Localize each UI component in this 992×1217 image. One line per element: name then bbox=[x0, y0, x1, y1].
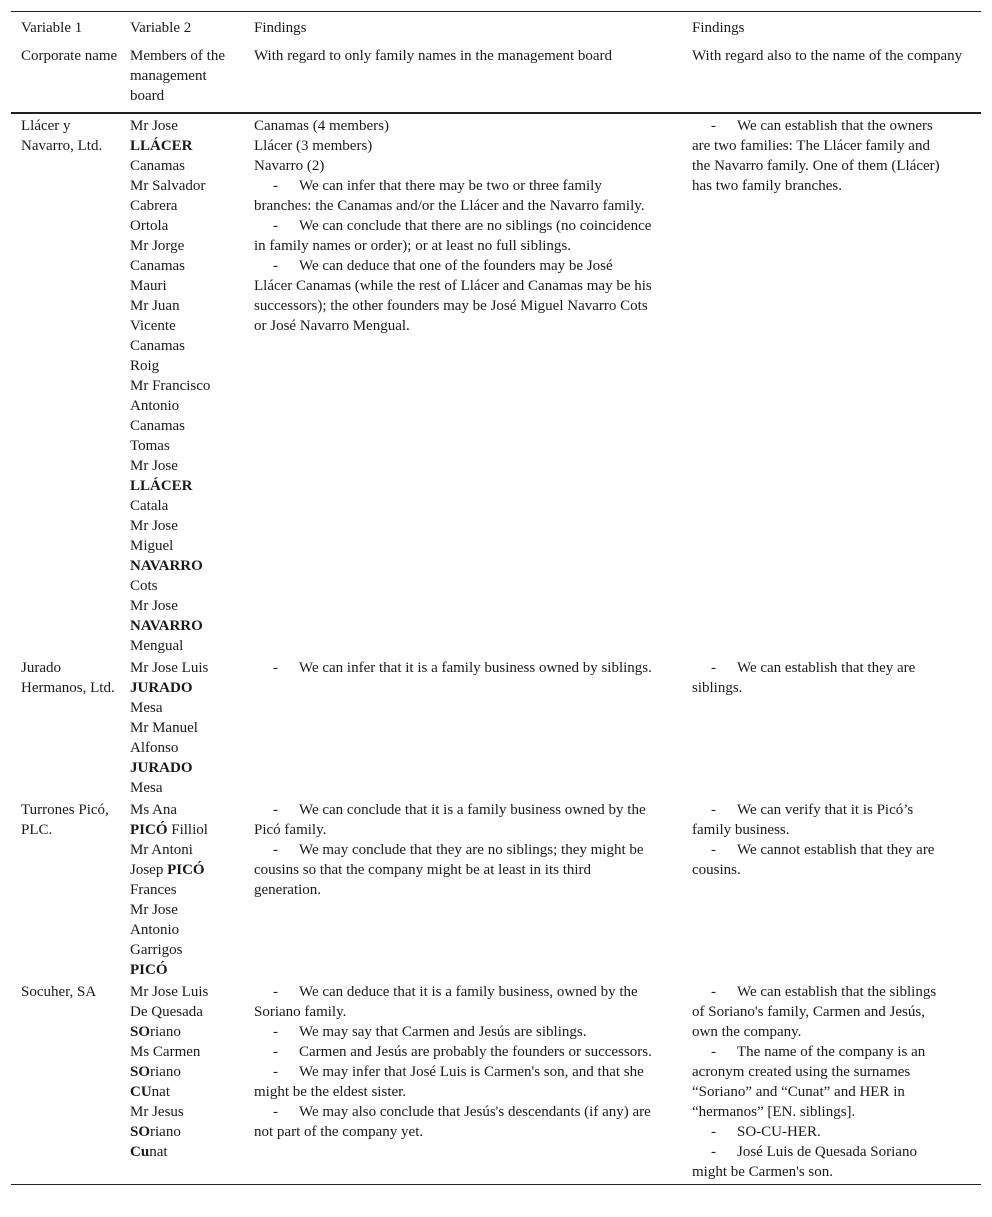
name-text: Mr Francisco bbox=[130, 378, 211, 394]
bullet-text: We may also conclude that Jesús's descendants (if any) are not part of the company yet. bbox=[254, 1104, 651, 1140]
member-line bbox=[130, 376, 232, 396]
header-findings-1: Findings bbox=[244, 12, 682, 43]
bullet-text: The name of the company is an acronym created using the surnames “Soriano” and “Cunat” and HER in “hermanos” [EN. siblings]. bbox=[692, 1044, 926, 1120]
name-text: Mr Jesus bbox=[130, 1104, 184, 1120]
name-text: Vicente bbox=[130, 318, 176, 334]
member-line bbox=[130, 1062, 232, 1082]
member-line bbox=[130, 1002, 232, 1022]
member-line bbox=[130, 536, 232, 576]
finding-line: Navarro (2) bbox=[254, 158, 325, 174]
member-line bbox=[130, 636, 232, 656]
bullet-dash: - bbox=[273, 802, 278, 818]
name-text: Ortola bbox=[130, 218, 169, 234]
bullet-text: We can conclude that it is a family business owned by the Picó family. bbox=[254, 802, 646, 838]
member-line bbox=[130, 1142, 232, 1162]
header-row-1 bbox=[11, 12, 981, 43]
header-company-name: With regard also to the name of the company bbox=[682, 42, 981, 113]
header-findings-2: Findings bbox=[682, 12, 981, 43]
table-row bbox=[11, 980, 981, 1185]
name-text: Mr Jorge bbox=[130, 238, 185, 254]
member-line bbox=[130, 900, 232, 920]
member-line bbox=[130, 256, 232, 276]
bullet-dash: - bbox=[711, 1144, 716, 1160]
name-text: nat bbox=[151, 1084, 170, 1100]
company-findings-cell bbox=[682, 656, 981, 798]
bullet-text: SO-CU-HER. bbox=[737, 1124, 821, 1140]
name-text: Mr Jose bbox=[130, 458, 178, 474]
member-line bbox=[130, 820, 232, 840]
surname-highlight: SO bbox=[130, 1064, 151, 1080]
name-text: Mr Manuel bbox=[130, 720, 198, 736]
surname-highlight: SO bbox=[130, 1024, 151, 1040]
bullet-text: We cannot establish that they are cousins. bbox=[692, 842, 935, 878]
bullet-text: We may infer that José Luis is Carmen's son, and that she might be the eldest sister. bbox=[254, 1064, 644, 1100]
member-line bbox=[130, 196, 232, 216]
finding-bullet bbox=[692, 658, 951, 698]
finding-bullet bbox=[692, 800, 951, 840]
finding-bullet bbox=[254, 658, 652, 678]
bullet-dash: - bbox=[711, 842, 716, 858]
bullet-dash: - bbox=[273, 1064, 278, 1080]
member-line bbox=[130, 176, 232, 196]
name-text: Canamas bbox=[130, 258, 185, 274]
member-line bbox=[130, 496, 232, 516]
table-body bbox=[11, 113, 981, 1185]
bullet-dash: - bbox=[711, 660, 716, 676]
name-text: Canamas bbox=[130, 418, 185, 434]
member-line bbox=[130, 316, 232, 336]
finding-bullet bbox=[254, 1022, 652, 1042]
surname-highlight: JURADO bbox=[130, 680, 193, 696]
bullet-text: We may say that Carmen and Jesús are siblings. bbox=[299, 1024, 587, 1040]
name-text: Canamas bbox=[130, 338, 185, 354]
name-text: De Quesada bbox=[130, 1004, 203, 1020]
finding-bullet bbox=[254, 800, 652, 840]
member-line bbox=[130, 116, 232, 156]
name-text: Tomas bbox=[130, 438, 170, 454]
member-line bbox=[130, 1102, 232, 1122]
board-members-cell bbox=[120, 980, 244, 1185]
table-row bbox=[11, 656, 981, 798]
surname-highlight: SO bbox=[130, 1124, 151, 1140]
board-members-cell bbox=[120, 113, 244, 656]
name-text: Mauri bbox=[130, 278, 167, 294]
name-text: riano bbox=[150, 1124, 181, 1140]
bullet-dash: - bbox=[273, 1104, 278, 1120]
member-line bbox=[130, 718, 232, 738]
member-line bbox=[130, 758, 232, 778]
member-line bbox=[130, 960, 232, 980]
table-header bbox=[11, 12, 981, 114]
name-text: Ms Carmen bbox=[130, 1044, 201, 1060]
bullet-dash: - bbox=[711, 984, 716, 1000]
name-text: Catala bbox=[130, 498, 169, 514]
member-line bbox=[130, 516, 232, 536]
board-members-cell bbox=[120, 798, 244, 980]
table-row bbox=[11, 798, 981, 980]
finding-bullet bbox=[254, 840, 652, 900]
corporate-name-cell: Llácer y Navarro, Ltd. bbox=[21, 118, 103, 154]
bullet-text: We can deduce that it is a family business, owned by the Soriano family. bbox=[254, 984, 638, 1020]
header-variable-1: Variable 1 bbox=[11, 12, 120, 43]
name-text: Mr Jose Luis bbox=[130, 660, 209, 676]
member-line bbox=[130, 1082, 232, 1102]
company-findings-cell bbox=[682, 798, 981, 980]
name-text: Canamas bbox=[130, 158, 185, 174]
name-text: riano bbox=[150, 1064, 181, 1080]
name-text: Cots bbox=[130, 578, 158, 594]
header-family-names: With regard to only family names in the management board bbox=[244, 42, 682, 113]
name-text: Josep bbox=[130, 862, 168, 878]
member-line bbox=[130, 880, 232, 900]
bullet-dash: - bbox=[273, 1024, 278, 1040]
member-line bbox=[130, 658, 232, 678]
name-text: Cabrera bbox=[130, 198, 178, 214]
bullet-dash: - bbox=[711, 802, 716, 818]
bullet-text: We can establish that they are siblings. bbox=[692, 660, 916, 696]
corporate-name-cell: Turrones Picó, PLC. bbox=[21, 802, 109, 838]
finding-bullet bbox=[692, 1142, 951, 1182]
name-text: nat bbox=[149, 1144, 168, 1160]
surname-highlight: NAVARRO bbox=[130, 618, 203, 634]
company-findings-cell bbox=[682, 980, 981, 1185]
finding-bullet bbox=[254, 1102, 652, 1142]
finding-line: Llácer (3 members) bbox=[254, 138, 373, 154]
name-text: Mr Jose bbox=[130, 598, 178, 614]
bullet-dash: - bbox=[273, 178, 278, 194]
findings-table bbox=[11, 11, 981, 1185]
finding-bullet bbox=[254, 1042, 652, 1062]
finding-bullet bbox=[254, 216, 652, 256]
surname-highlight: LLÁCER bbox=[130, 478, 193, 494]
bullet-text: Carmen and Jesús are probably the founders or successors. bbox=[299, 1044, 652, 1060]
member-line bbox=[130, 356, 232, 376]
name-text: Mr Salvador bbox=[130, 178, 206, 194]
company-findings-cell bbox=[682, 113, 981, 656]
header-variable-2: Variable 2 bbox=[120, 12, 244, 43]
name-text: Mr Antoni bbox=[130, 842, 193, 858]
member-line bbox=[130, 436, 232, 456]
name-text: Antonio bbox=[130, 398, 180, 414]
member-line bbox=[130, 840, 232, 860]
board-members-cell bbox=[120, 656, 244, 798]
name-text: Mengual bbox=[130, 638, 184, 654]
member-line bbox=[130, 456, 232, 496]
family-findings-cell bbox=[244, 980, 682, 1185]
header-row-2 bbox=[11, 42, 981, 113]
bullet-text: José Luis de Quesada Soriano might be Carmen's son. bbox=[692, 1144, 917, 1180]
member-line bbox=[130, 738, 232, 758]
family-findings-cell bbox=[244, 656, 682, 798]
bullet-dash: - bbox=[273, 258, 278, 274]
family-findings-cell bbox=[244, 113, 682, 656]
name-text: Mr Jose bbox=[130, 518, 178, 534]
name-text: Mr Jose bbox=[130, 902, 178, 918]
corporate-name-cell: Socuher, SA bbox=[11, 980, 120, 1185]
member-line bbox=[130, 920, 232, 940]
bullet-text: We can verify that it is Picó’s family business. bbox=[692, 802, 914, 838]
header-corporate-name: Corporate name bbox=[11, 42, 120, 113]
bullet-text: We can conclude that there are no siblings (no coincidence in family names or order); or at least no full siblings. bbox=[254, 218, 652, 254]
name-text: Antonio bbox=[130, 922, 180, 938]
name-text: Filliol bbox=[167, 822, 208, 838]
surname-highlight: PICÓ bbox=[130, 822, 168, 838]
surname-highlight: NAVARRO bbox=[130, 558, 203, 574]
bullet-dash: - bbox=[273, 218, 278, 234]
surname-highlight: PICÓ bbox=[167, 862, 205, 878]
surname-highlight: Cu bbox=[130, 1144, 150, 1160]
member-line bbox=[130, 276, 232, 296]
finding-bullet bbox=[254, 176, 652, 216]
finding-bullet bbox=[254, 256, 652, 336]
member-line bbox=[130, 982, 232, 1002]
name-text: Alfonso bbox=[130, 740, 179, 756]
bullet-text: We can establish that the owners are two families: The Llácer family and the Navarro family. One of them (Llácer) has two family branches. bbox=[692, 118, 940, 194]
bullet-text: We can establish that the siblings of Soriano's family, Carmen and Jesús, own the company. bbox=[692, 984, 937, 1040]
member-line bbox=[130, 698, 232, 718]
member-line bbox=[130, 336, 232, 356]
member-line bbox=[130, 940, 232, 960]
name-text: Garrigos bbox=[130, 942, 183, 958]
member-line bbox=[130, 778, 232, 798]
family-findings-cell bbox=[244, 798, 682, 980]
finding-bullet bbox=[254, 1062, 652, 1102]
member-line bbox=[130, 156, 232, 176]
finding-bullet bbox=[692, 1042, 951, 1122]
bullet-dash: - bbox=[273, 660, 278, 676]
bullet-text: We can infer that it is a family business owned by siblings. bbox=[299, 660, 652, 676]
member-line bbox=[130, 596, 232, 636]
name-text: Mesa bbox=[130, 780, 163, 796]
member-line bbox=[130, 678, 232, 698]
surname-highlight: JURADO bbox=[130, 760, 193, 776]
bullet-dash: - bbox=[711, 1124, 716, 1140]
bullet-dash: - bbox=[273, 1044, 278, 1060]
finding-bullet bbox=[692, 116, 951, 196]
member-line bbox=[130, 860, 232, 880]
bullet-dash: - bbox=[711, 1044, 716, 1060]
member-line bbox=[130, 296, 232, 316]
bullet-dash: - bbox=[273, 842, 278, 858]
name-text: Miguel bbox=[130, 538, 174, 554]
surname-highlight: CU bbox=[130, 1084, 152, 1100]
surname-highlight: LLÁCER bbox=[130, 138, 193, 154]
finding-bullet bbox=[254, 982, 652, 1022]
name-text: Mr Juan bbox=[130, 298, 180, 314]
name-text: Ms Ana bbox=[130, 802, 178, 818]
member-line bbox=[130, 800, 232, 820]
name-text: riano bbox=[150, 1024, 181, 1040]
surname-highlight: PICÓ bbox=[130, 962, 168, 978]
bullet-text: We can deduce that one of the founders may be José Llácer Canamas (while the rest of Llácer and Canamas may be his successors); the other founders may be José Miguel Navarro Cots or José Navarro Mengual. bbox=[254, 258, 652, 334]
member-line bbox=[130, 416, 232, 436]
name-text: Roig bbox=[130, 358, 160, 374]
name-text: Mr Jose bbox=[130, 118, 178, 134]
name-text: Frances bbox=[130, 882, 177, 898]
bullet-dash: - bbox=[273, 984, 278, 1000]
finding-bullet bbox=[692, 1122, 951, 1142]
header-board-members: Members of the management board bbox=[120, 42, 244, 113]
member-line bbox=[130, 216, 232, 236]
bullet-text: We may conclude that they are no siblings; they might be cousins so that the company might be at least in its third generation. bbox=[254, 842, 644, 898]
member-line bbox=[130, 1022, 232, 1042]
finding-bullet bbox=[692, 982, 951, 1042]
table-row bbox=[11, 113, 981, 656]
bullet-text: We can infer that there may be two or three family branches: the Canamas and/or the Llácer and the Navarro family. bbox=[254, 178, 645, 214]
member-line bbox=[130, 576, 232, 596]
member-line bbox=[130, 396, 232, 416]
name-text: Mr Jose Luis bbox=[130, 984, 209, 1000]
name-text: Mesa bbox=[130, 700, 163, 716]
member-line bbox=[130, 1042, 232, 1062]
bullet-dash: - bbox=[711, 118, 716, 134]
member-line bbox=[130, 236, 232, 256]
finding-bullet bbox=[692, 840, 951, 880]
corporate-name-cell: Jurado Hermanos, Ltd. bbox=[21, 660, 115, 696]
finding-line: Canamas (4 members) bbox=[254, 118, 389, 134]
member-line bbox=[130, 1122, 232, 1142]
